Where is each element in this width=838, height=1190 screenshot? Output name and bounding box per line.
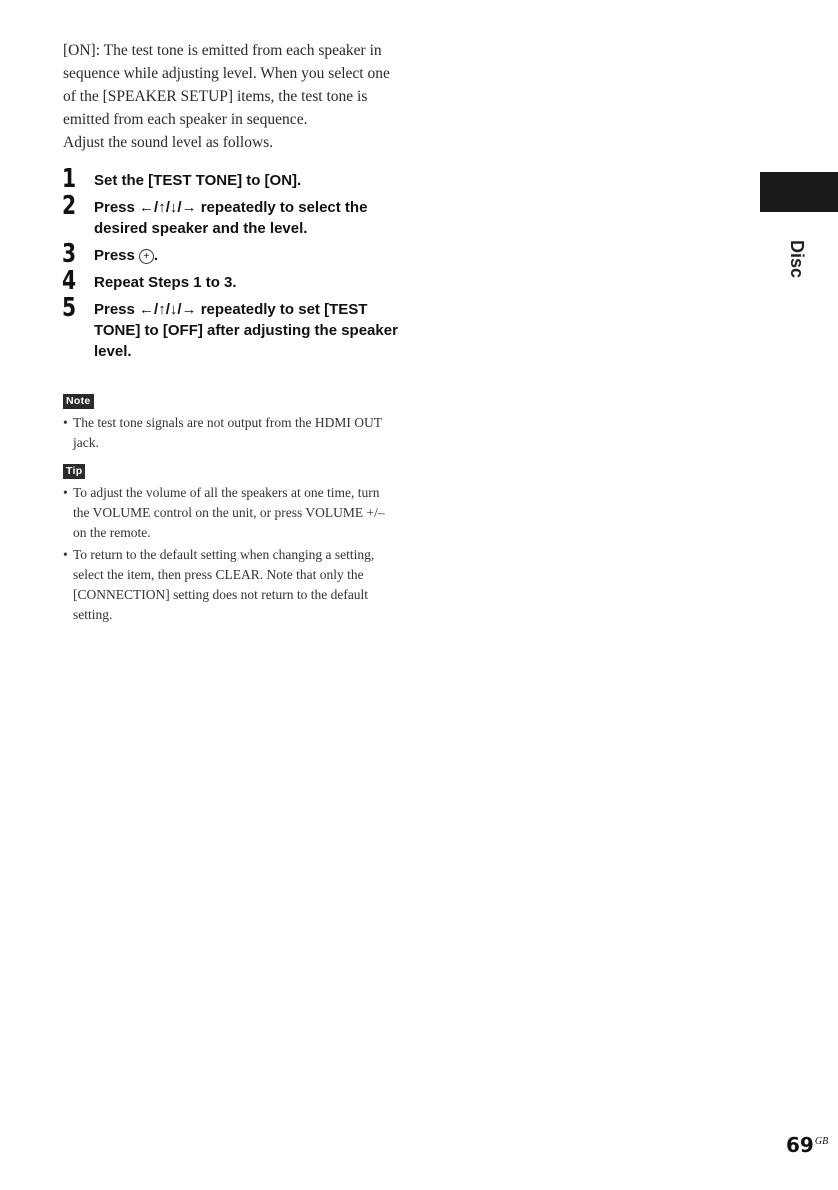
step-text: Press ←/↑/↓/→ repeatedly to set [TEST TONE] to [OFF] after adjusting the speaker level.	[94, 301, 398, 360]
step-text: Press ←/↑/↓/→ repeatedly to select the desired speaker and the level.	[94, 199, 368, 237]
note-section	[63, 391, 398, 455]
step-number: 4	[62, 266, 77, 296]
tip-section	[63, 461, 398, 627]
step-text	[94, 245, 402, 266]
steps-list	[62, 164, 402, 368]
tip-badge: Tip	[63, 464, 85, 479]
tip-item: • To return to the default setting when changing a setting, select the item, then press CLEAR. Note that only the [CONNECTION] setting does not return to the default setting.	[63, 545, 398, 625]
enter-button-icon: +	[139, 249, 154, 264]
tip-list	[63, 483, 398, 625]
step-text: Repeat Steps 1 to 3.	[94, 274, 237, 291]
section-side-label	[782, 240, 812, 280]
intro-paragraph-2: Adjust the sound level as follows.	[63, 134, 274, 151]
note-badge: Note	[63, 394, 94, 409]
section-label-text: Disc	[787, 240, 807, 279]
step-2	[62, 191, 402, 239]
step-text: Set the [TEST TONE] to [ON].	[94, 172, 302, 189]
tip-item: • To adjust the volume of all the speakers at one time, turn the VOLUME control on the unit, or press VOLUME +/– on the remote.	[63, 483, 398, 543]
note-list	[63, 413, 398, 453]
intro-text	[63, 39, 398, 154]
step-4	[62, 266, 402, 296]
step-3-suffix: .	[153, 247, 159, 264]
step-number: 1	[62, 164, 77, 194]
intro-paragraph-1: [ON]: The test tone is emitted from each speaker in sequence while adjusting level. When you select one of the [SPEAKER SETUP] items, the test tone is emitted from each speaker in sequence.	[63, 42, 390, 128]
step-5	[62, 293, 402, 362]
step-1	[62, 164, 402, 194]
page-number	[786, 1133, 828, 1157]
page-number-suffix: GB	[814, 1136, 829, 1147]
step-number: 3	[62, 239, 77, 269]
step-number: 5	[62, 293, 77, 323]
section-tab-marker	[760, 172, 838, 212]
step-3-label: Press	[94, 247, 135, 264]
note-item: • The test tone signals are not output from the HDMI OUT jack.	[63, 413, 398, 453]
page-number-value: 69	[786, 1133, 814, 1157]
step-3	[62, 239, 402, 269]
step-number: 2	[62, 191, 77, 221]
